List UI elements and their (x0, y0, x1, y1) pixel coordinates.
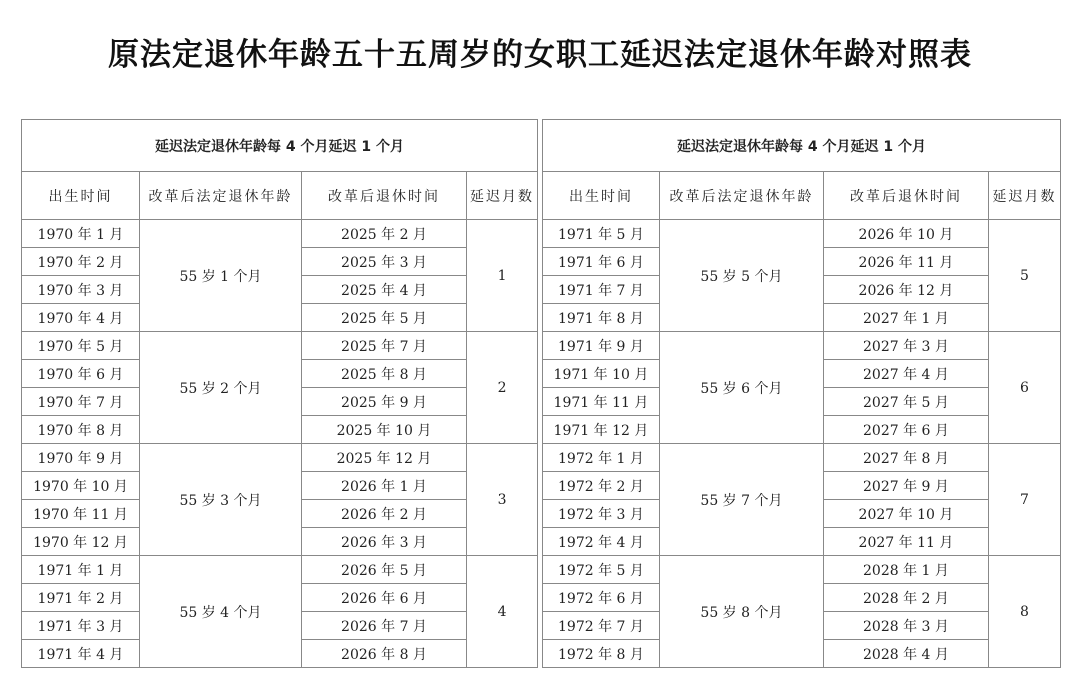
birth-cell: 1971 年 6 月 (542, 248, 659, 276)
retire-time-cell: 2025 年 2 月 (302, 220, 467, 248)
retirement-age-cell: 55 岁 6 个月 (659, 332, 823, 444)
header-retirement-time: 改革后退休时间 (823, 172, 988, 220)
table-row (22, 220, 538, 248)
header-retirement-time: 改革后退休时间 (302, 172, 467, 220)
retire-time-cell: 2025 年 10 月 (302, 416, 467, 444)
birth-cell: 1971 年 1 月 (22, 556, 140, 584)
retire-time-cell: 2026 年 1 月 (302, 472, 467, 500)
birth-cell: 1971 年 3 月 (22, 612, 140, 640)
birth-cell: 1972 年 8 月 (542, 640, 659, 668)
retirement-age-cell: 55 岁 1 个月 (140, 220, 302, 332)
birth-cell: 1970 年 2 月 (22, 248, 140, 276)
retire-time-cell: 2025 年 7 月 (302, 332, 467, 360)
retire-time-cell: 2028 年 4 月 (823, 640, 988, 668)
retire-time-cell: 2026 年 11 月 (823, 248, 988, 276)
birth-cell: 1970 年 12 月 (22, 528, 140, 556)
delay-cell: 7 (988, 444, 1060, 556)
delay-cell: 2 (467, 332, 538, 444)
birth-cell: 1972 年 4 月 (542, 528, 659, 556)
birth-cell: 1971 年 10 月 (542, 360, 659, 388)
retire-time-cell: 2027 年 9 月 (823, 472, 988, 500)
table-caption: 延迟法定退休年龄每 4 个月延迟 1 个月 (542, 120, 1060, 172)
header-delay-months: 延迟月数 (988, 172, 1060, 220)
retire-time-cell: 2026 年 7 月 (302, 612, 467, 640)
table-row (22, 332, 538, 360)
retirement-age-cell: 55 岁 7 个月 (659, 444, 823, 556)
comparison-tables (21, 119, 1061, 668)
birth-cell: 1970 年 7 月 (22, 388, 140, 416)
retirement-table-right (542, 119, 1061, 668)
table-caption: 延迟法定退休年龄每 4 个月延迟 1 个月 (22, 120, 538, 172)
delay-cell: 1 (467, 220, 538, 332)
table-row (22, 444, 538, 472)
retire-time-cell: 2027 年 1 月 (823, 304, 988, 332)
birth-cell: 1971 年 12 月 (542, 416, 659, 444)
retirement-table-left (21, 119, 538, 668)
birth-cell: 1970 年 8 月 (22, 416, 140, 444)
birth-cell: 1972 年 1 月 (542, 444, 659, 472)
retire-time-cell: 2028 年 2 月 (823, 584, 988, 612)
birth-cell: 1971 年 2 月 (22, 584, 140, 612)
retire-time-cell: 2026 年 3 月 (302, 528, 467, 556)
birth-cell: 1970 年 11 月 (22, 500, 140, 528)
table-row (542, 220, 1060, 248)
retire-time-cell: 2025 年 4 月 (302, 276, 467, 304)
retire-time-cell: 2025 年 3 月 (302, 248, 467, 276)
retire-time-cell: 2025 年 9 月 (302, 388, 467, 416)
birth-cell: 1970 年 3 月 (22, 276, 140, 304)
birth-cell: 1972 年 7 月 (542, 612, 659, 640)
retirement-age-cell: 55 岁 4 个月 (140, 556, 302, 668)
retire-time-cell: 2027 年 8 月 (823, 444, 988, 472)
retire-time-cell: 2026 年 5 月 (302, 556, 467, 584)
header-retirement-age: 改革后法定退休年龄 (659, 172, 823, 220)
retire-time-cell: 2028 年 3 月 (823, 612, 988, 640)
retire-time-cell: 2025 年 5 月 (302, 304, 467, 332)
birth-cell: 1970 年 5 月 (22, 332, 140, 360)
page-title: 原法定退休年龄五十五周岁的女职工延迟法定退休年龄对照表 (108, 37, 972, 73)
retirement-age-cell: 55 岁 2 个月 (140, 332, 302, 444)
birth-cell: 1970 年 4 月 (22, 304, 140, 332)
retire-time-cell: 2027 年 10 月 (823, 500, 988, 528)
delay-cell: 4 (467, 556, 538, 668)
delay-cell: 6 (988, 332, 1060, 444)
retire-time-cell: 2027 年 3 月 (823, 332, 988, 360)
retire-time-cell: 2025 年 12 月 (302, 444, 467, 472)
retire-time-cell: 2027 年 6 月 (823, 416, 988, 444)
header-retirement-age: 改革后法定退休年龄 (140, 172, 302, 220)
table-row (542, 556, 1060, 584)
table-row (22, 556, 538, 584)
retire-time-cell: 2026 年 12 月 (823, 276, 988, 304)
delay-cell: 3 (467, 444, 538, 556)
birth-cell: 1970 年 10 月 (22, 472, 140, 500)
retire-time-cell: 2027 年 4 月 (823, 360, 988, 388)
birth-cell: 1972 年 6 月 (542, 584, 659, 612)
birth-cell: 1972 年 5 月 (542, 556, 659, 584)
retirement-age-cell: 55 岁 3 个月 (140, 444, 302, 556)
birth-cell: 1970 年 6 月 (22, 360, 140, 388)
header-birth-time: 出生时间 (22, 172, 140, 220)
birth-cell: 1971 年 9 月 (542, 332, 659, 360)
delay-cell: 8 (988, 556, 1060, 668)
retirement-age-cell: 55 岁 8 个月 (659, 556, 823, 668)
birth-cell: 1971 年 5 月 (542, 220, 659, 248)
birth-cell: 1971 年 4 月 (22, 640, 140, 668)
birth-cell: 1972 年 2 月 (542, 472, 659, 500)
table-row (542, 332, 1060, 360)
birth-cell: 1971 年 8 月 (542, 304, 659, 332)
retire-time-cell: 2028 年 1 月 (823, 556, 988, 584)
retire-time-cell: 2027 年 5 月 (823, 388, 988, 416)
birth-cell: 1970 年 9 月 (22, 444, 140, 472)
retire-time-cell: 2026 年 2 月 (302, 500, 467, 528)
birth-cell: 1971 年 7 月 (542, 276, 659, 304)
birth-cell: 1971 年 11 月 (542, 388, 659, 416)
delay-cell: 5 (988, 220, 1060, 332)
retirement-age-cell: 55 岁 5 个月 (659, 220, 823, 332)
retire-time-cell: 2027 年 11 月 (823, 528, 988, 556)
retire-time-cell: 2026 年 6 月 (302, 584, 467, 612)
retire-time-cell: 2026 年 10 月 (823, 220, 988, 248)
header-delay-months: 延迟月数 (467, 172, 538, 220)
table-row (542, 444, 1060, 472)
header-birth-time: 出生时间 (542, 172, 659, 220)
retire-time-cell: 2025 年 8 月 (302, 360, 467, 388)
birth-cell: 1972 年 3 月 (542, 500, 659, 528)
retire-time-cell: 2026 年 8 月 (302, 640, 467, 668)
birth-cell: 1970 年 1 月 (22, 220, 140, 248)
